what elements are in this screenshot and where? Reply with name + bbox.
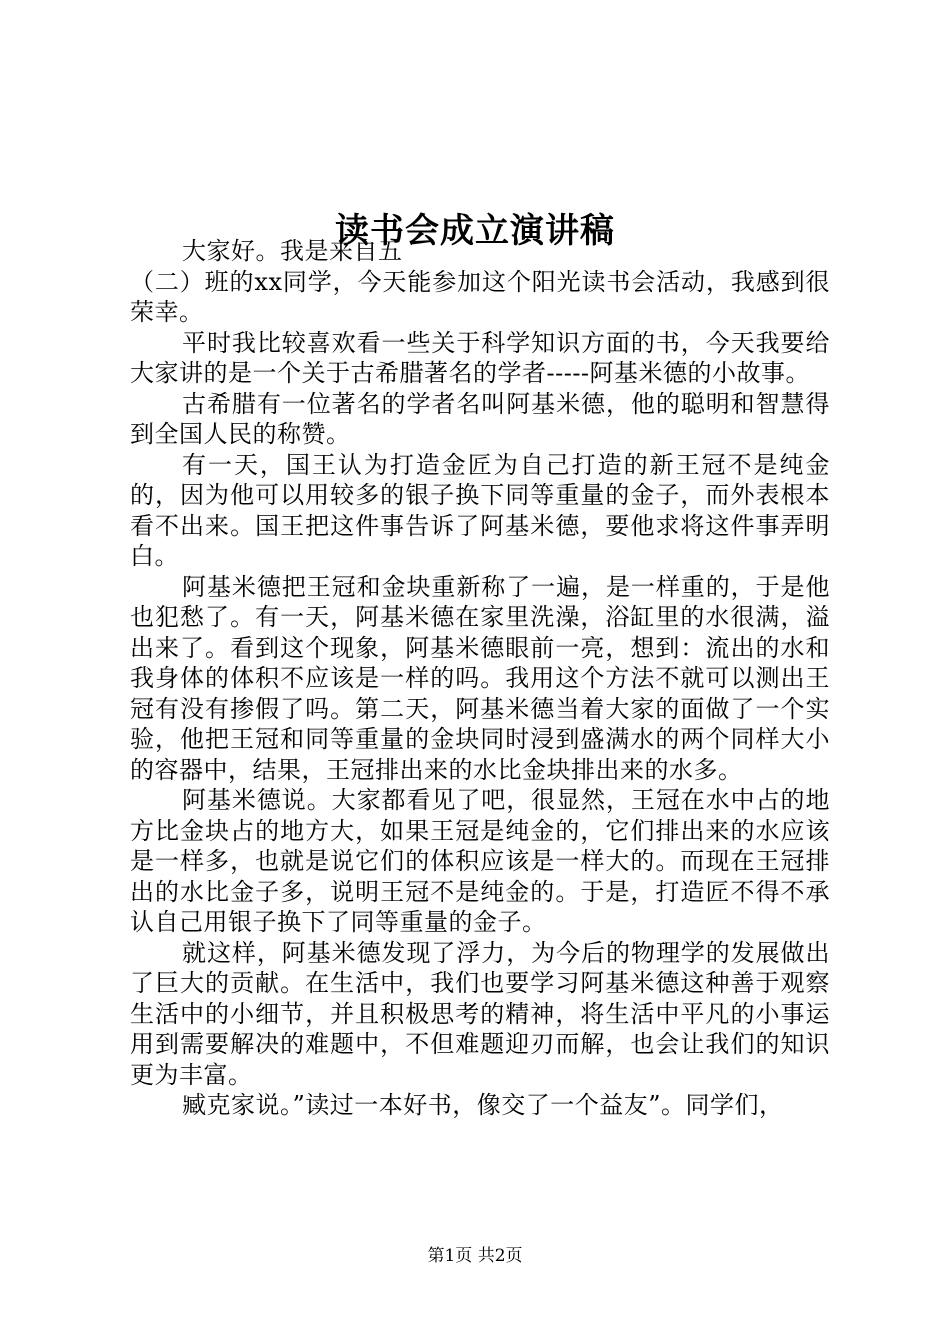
paragraph-conclusion: 阿基米德说。大家都看见了吧，很显然，王冠在水中占的地方比金块占的地方大，如果王冠是纯金的，它们排出来的水应该是一样多，也就是说它们的体积应该是一样大的。而现在王冠排出的水比金子多，说明王冠不是纯金的。于是，打造匠不得不承认自己用银子换下了同等重量的金子。 — [130, 786, 830, 936]
document-body — [130, 236, 830, 1121]
paragraph-buoyancy: 就这样，阿基米德发现了浮力，为今后的物理学的发展做出了巨大的贡献。在生活中，我们也要学习阿基米德这种善于观察生活中的小细节，并且积极思考的精神，将生活中平凡的小事运用到需要解决的难题中，不但难题迎刃而解，也会让我们的知识更为丰富。 — [130, 938, 830, 1089]
page-footer: 第1页 共2页 — [427, 1246, 523, 1266]
paragraph-archimedes-intro: 古希腊有一位著名的学者名叫阿基米德，他的聪明和智慧得到全国人民的称赞。 — [130, 389, 830, 448]
paragraph-quote: 臧克家说。”读过一本好书，像交了一个益友”。同学们， — [182, 1091, 784, 1119]
paragraph-introduction: （二）班的xx同学，今天能参加这个阳光读书会活动，我感到很荣幸。 — [130, 267, 830, 326]
paragraph-bath-experiment: 阿基米德把王冠和金块重新称了一遍，是一样重的，于是他也犯愁了。有一天，阿基米德在家里洗澡，浴缸里的水很满，溢出来了。看到这个现象，阿基米德眼前一亮，想到：流出的水和我身体的体积不应该是一样的吗。我用这个方法不就可以测出王冠有没有掺假了吗。第二天，阿基米德当着大家的面做了一个实验，他把王冠和同等重量的金块同时浸到盛满水的两个同样大小的容器中，结果，王冠排出来的水比金块排出来的水多。 — [130, 572, 830, 784]
paragraph-greeting: 大家好。我是来自五 — [182, 237, 403, 265]
paragraph-king-crown: 有一天，国王认为打造金匠为自己打造的新王冠不是纯金的，因为他可以用较多的银子换下同等重量的金子，而外表根本看不出来。国王把这件事告诉了阿基米德，要他求将这件事弄明白。 — [130, 450, 830, 570]
paragraph-topic: 平时我比较喜欢看一些关于科学知识方面的书，今天我要给大家讲的是一个关于古希腊著名的学者-----阿基米德的小故事。 — [130, 328, 830, 387]
document-title: 读书会成立演讲稿 — [335, 210, 615, 251]
